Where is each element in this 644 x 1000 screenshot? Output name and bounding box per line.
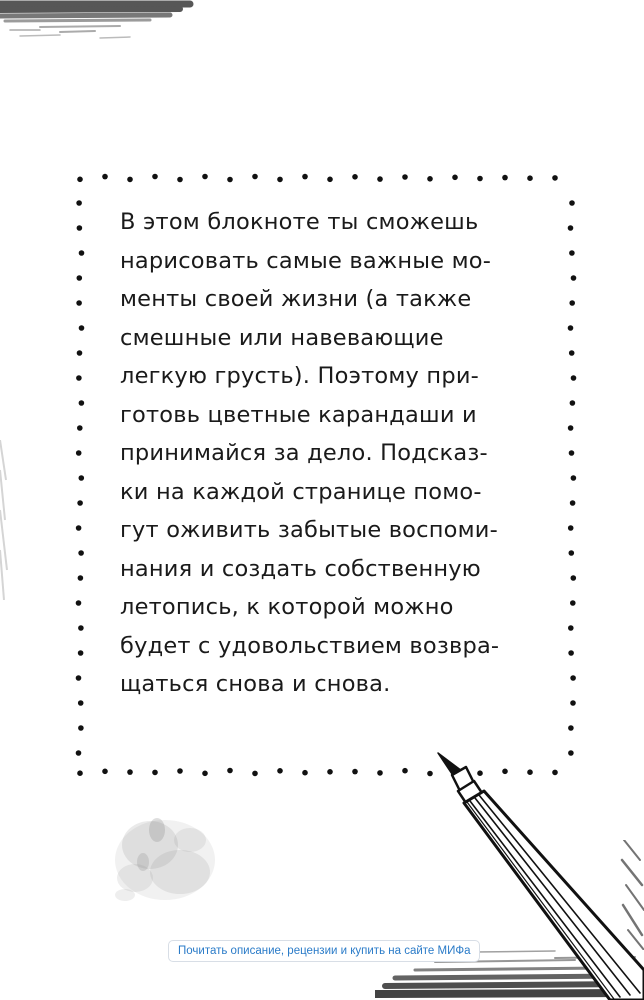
frame-dot: [77, 225, 83, 231]
frame-dot: [277, 177, 283, 183]
frame-dot: [77, 177, 83, 183]
frame-dot: [568, 325, 574, 331]
frame-dot: [569, 350, 575, 356]
frame-dot: [571, 475, 577, 481]
frame-dot: [402, 768, 408, 774]
frame-dot: [77, 350, 83, 356]
frame-dot: [76, 200, 82, 206]
frame-dot: [568, 625, 574, 631]
intro-text-line: легкую грусть). Поэтому при-: [120, 363, 479, 389]
frame-dot: [327, 769, 333, 775]
frame-dot: [79, 325, 85, 331]
frame-dot: [102, 174, 108, 180]
frame-dot: [77, 275, 83, 281]
intro-text-line: нания и создать собственную: [120, 555, 481, 582]
frame-dot: [76, 450, 82, 456]
pencil-scribble-top: [0, 0, 200, 50]
frame-dot: [78, 550, 84, 556]
frame-dot: [77, 425, 83, 431]
frame-dot: [78, 625, 84, 631]
frame-dot: [252, 771, 258, 777]
intro-text-line: готовь цветные карандаши и: [120, 401, 477, 428]
frame-dot: [76, 600, 82, 606]
frame-dot: [569, 550, 575, 556]
intro-text-line: нарисовать самые важные мо-: [120, 247, 492, 274]
frame-dot: [177, 177, 183, 183]
frame-dot: [477, 176, 483, 182]
intro-text-line: смешные или навевающие: [120, 324, 444, 351]
frame-dot: [78, 700, 84, 706]
pencil-smudge-left-edge: [0, 440, 12, 600]
frame-dot: [569, 450, 575, 456]
frame-dot: [570, 500, 576, 506]
frame-dot: [527, 175, 533, 181]
frame-dot: [569, 300, 575, 306]
frame-dot: [127, 177, 133, 183]
frame-dot: [79, 475, 85, 481]
frame-dot: [569, 200, 575, 206]
frame-dot: [76, 675, 82, 681]
frame-dot: [102, 769, 108, 775]
frame-dot: [568, 725, 574, 731]
frame-dot: [402, 174, 408, 180]
frame-dot: [377, 176, 383, 182]
intro-text-line: будет с удовольствием возвра-: [120, 632, 500, 659]
frame-dot: [152, 770, 158, 776]
frame-dot: [277, 768, 283, 774]
frame-dot: [202, 174, 208, 180]
intro-text-line: менты своей жизни (а также: [120, 286, 472, 312]
frame-dot: [76, 750, 82, 756]
intro-text-line: летопись, к которой можно: [120, 594, 454, 620]
frame-dot: [571, 275, 577, 281]
frame-dot: [202, 771, 208, 777]
frame-dot: [327, 177, 333, 183]
frame-dot: [78, 575, 84, 581]
frame-dot: [79, 250, 85, 256]
frame-dot: [427, 176, 433, 182]
frame-dot: [227, 177, 233, 183]
frame-dot: [570, 675, 576, 681]
frame-dot: [227, 768, 233, 774]
frame-dot: [571, 375, 577, 381]
frame-dot: [570, 700, 576, 706]
frame-dot: [77, 500, 83, 506]
frame-dot: [78, 650, 84, 656]
intro-text-line: гут оживить забытые воспоми-: [120, 517, 498, 543]
intro-text-line: щаться снова и снова.: [120, 671, 391, 697]
watercolor-blot: [95, 800, 235, 915]
intro-text: [120, 203, 540, 704]
frame-dot: [452, 175, 458, 181]
frame-dot: [77, 770, 83, 776]
frame-dot: [79, 400, 85, 406]
frame-dot: [302, 174, 308, 180]
intro-text-line: В этом блокноте ты сможешь: [120, 209, 479, 235]
frame-dot: [177, 768, 183, 774]
frame-dot: [568, 650, 574, 656]
frame-dot: [152, 174, 158, 180]
frame-dot: [552, 175, 558, 181]
intro-text-line: ки на каждой странице помо-: [120, 478, 482, 505]
frame-dot: [571, 575, 577, 581]
frame-dot: [568, 525, 574, 531]
frame-dot: [76, 375, 82, 381]
frame-dot: [252, 174, 258, 180]
mif-store-link[interactable]: Почитать описание, рецензии и купить на сайте МИФа: [168, 940, 480, 962]
frame-dot: [569, 250, 575, 256]
frame-dot: [568, 225, 574, 231]
frame-dot: [76, 525, 82, 531]
frame-dot: [302, 770, 308, 776]
frame-dot: [76, 300, 82, 306]
frame-dot: [352, 769, 358, 775]
frame-dot: [568, 425, 574, 431]
frame-dot: [570, 600, 576, 606]
frame-dot: [78, 725, 84, 731]
intro-text-line: принимайся за дело. Подсказ-: [120, 440, 488, 466]
frame-dot: [352, 174, 358, 180]
frame-dot: [570, 400, 576, 406]
frame-dot: [127, 769, 133, 775]
frame-dot: [377, 770, 383, 776]
frame-dot: [502, 175, 508, 181]
